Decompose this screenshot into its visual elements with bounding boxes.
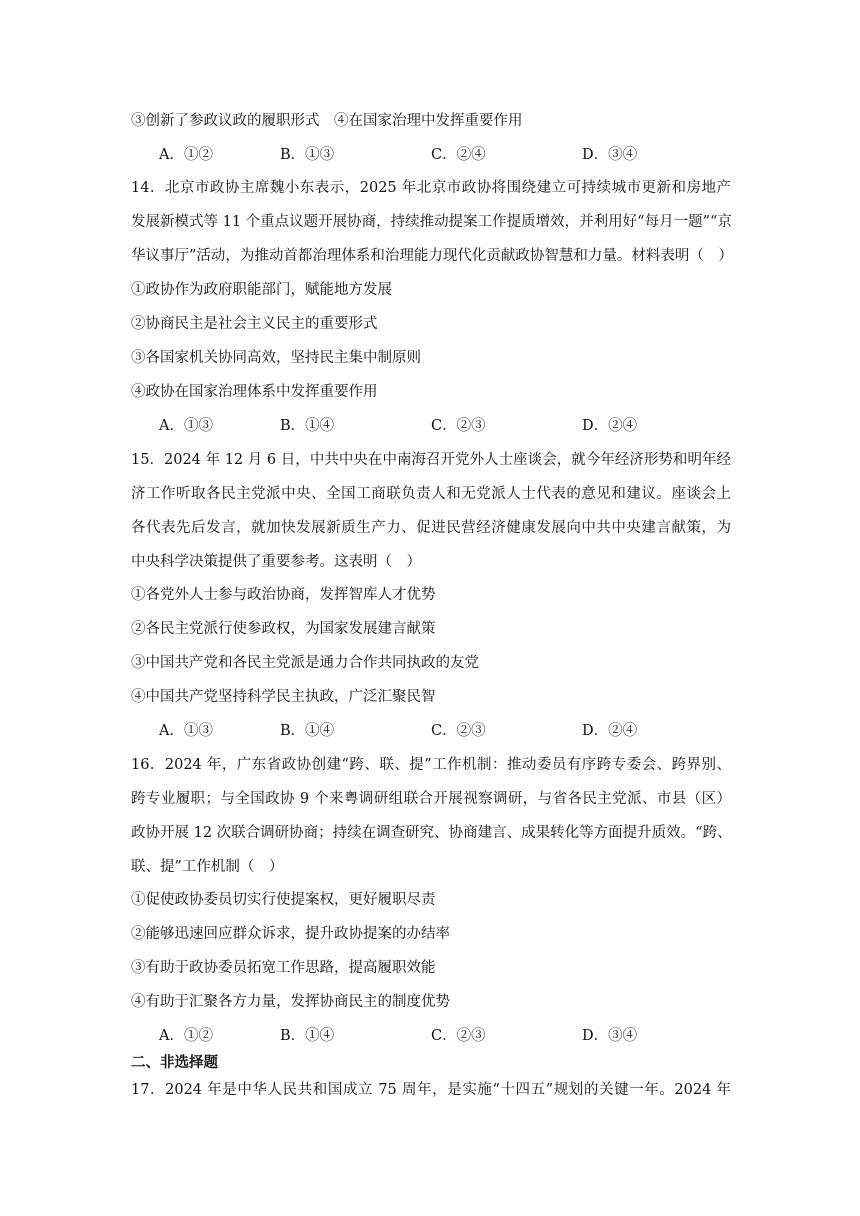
q16-stem-line-3: 政协开展 12 次联合调研协商；持续在调查研究、协商建言、成果转化等方面提升质效。“跨、	[131, 825, 732, 841]
q14-stem-line-2: 发展新模式等 11 个重点议题开展协商，持续推动提案工作提质增效，并利用好“每月一题”“京	[131, 214, 732, 230]
q13-option-c: C．②④	[431, 147, 486, 163]
q16-option-a: A．①②	[159, 1028, 213, 1044]
q14-stem-line-3: 华议事厅”活动，为推动首都治理体系和治理能力现代化贡献政协智慧和力量。材料表明（ ）	[131, 248, 733, 264]
q16-stem-line-2: 跨专业履职；与全国政协 9 个来粤调研组联合开展视察调研，与省各民主党派、市县（区）	[131, 791, 731, 807]
q15-option-d: D．②④	[582, 723, 638, 739]
q14-statement-3: ③各国家机关协同高效，坚持民主集中制原则	[131, 350, 421, 366]
q13-option-d: D．③④	[582, 147, 638, 163]
q16-statement-1: ①促使政协委员切实行使提案权，更好履职尽责	[131, 892, 436, 908]
q14-option-c: C．②③	[431, 418, 486, 434]
q14-statement-2: ②协商民主是社会主义民主的重要形式	[131, 316, 378, 332]
q14-statement-4: ④政协在国家治理体系中发挥重要作用	[131, 384, 378, 400]
q16-options	[159, 1026, 719, 1046]
q15-stem-line-3: 各代表先后发言，就加快发展新质生产力、促进民营经济健康发展向中共中央建言献策，为	[131, 520, 731, 536]
q14-option-a: A．①③	[159, 418, 213, 434]
q14-option-d: D．②④	[582, 418, 638, 434]
q16-stem-line-1: 16．2024 年，广东省政协创建“跨、联、提”工作机制：推动委员有序跨专委会、跨界别、	[131, 757, 731, 773]
q13-option-b: B．①③	[280, 147, 335, 163]
q15-stem-line-2: 济工作听取各民主党派中央、全国工商联负责人和无党派人士代表的意见和建议。座谈会上	[131, 486, 731, 502]
q13-options	[159, 145, 719, 165]
q15-statement-2: ②各民主党派行使参政权，为国家发展建言献策	[131, 621, 436, 637]
q15-options	[159, 721, 719, 741]
q15-option-a: A．①③	[159, 723, 213, 739]
q14-statement-1: ①政协作为政府职能部门，赋能地方发展	[131, 282, 392, 298]
q13-option-a: A．①②	[159, 147, 213, 163]
q16-option-b: B．①④	[280, 1028, 335, 1044]
section-heading: 二、非选择题	[131, 1054, 218, 1071]
q16-statement-4: ④有助于汇聚各方力量，发挥协商民主的制度优势	[131, 994, 450, 1010]
q15-option-b: B．①④	[280, 723, 335, 739]
q14-options	[159, 416, 719, 436]
q16-statement-3: ③有助于政协委员拓宽工作思路，提高履职效能	[131, 960, 436, 976]
q16-option-d: D．③④	[582, 1028, 638, 1044]
q16-option-c: C．②③	[431, 1028, 486, 1044]
q16-stem-line-4: 联、提”工作机制（ ）	[131, 859, 284, 875]
q15-statement-1: ①各党外人士参与政治协商，发挥智库人才优势	[131, 587, 436, 603]
q13-statement-tail: ③创新了参政议政的履职形式 ④在国家治理中发挥重要作用	[131, 113, 523, 129]
q14-stem-line-1: 14．北京市政协主席魏小东表示，2025 年北京市政协将围绕建立可持续城市更新和房地产	[131, 180, 731, 196]
q15-option-c: C．②③	[431, 723, 486, 739]
q14-option-b: B．①④	[280, 418, 335, 434]
q15-statement-4: ④中国共产党坚持科学民主执政，广泛汇聚民智	[131, 689, 436, 705]
q16-statement-2: ②能够迅速回应群众诉求，提升政协提案的办结率	[131, 926, 450, 942]
q17-stem-line-1: 17．2024 年是中华人民共和国成立 75 周年，是实施“十四五”规划的关键一年。2024 年	[131, 1082, 731, 1098]
q15-stem-line-4: 中央科学决策提供了重要参考。这表明（ ）	[131, 554, 421, 570]
q15-statement-3: ③中国共产党和各民主党派是通力合作共同执政的友党	[131, 655, 479, 671]
q15-stem-line-1: 15．2024 年 12 月 6 日，中共中央在中南海召开党外人士座谈会，就今年经济形势和明年经	[131, 452, 731, 468]
